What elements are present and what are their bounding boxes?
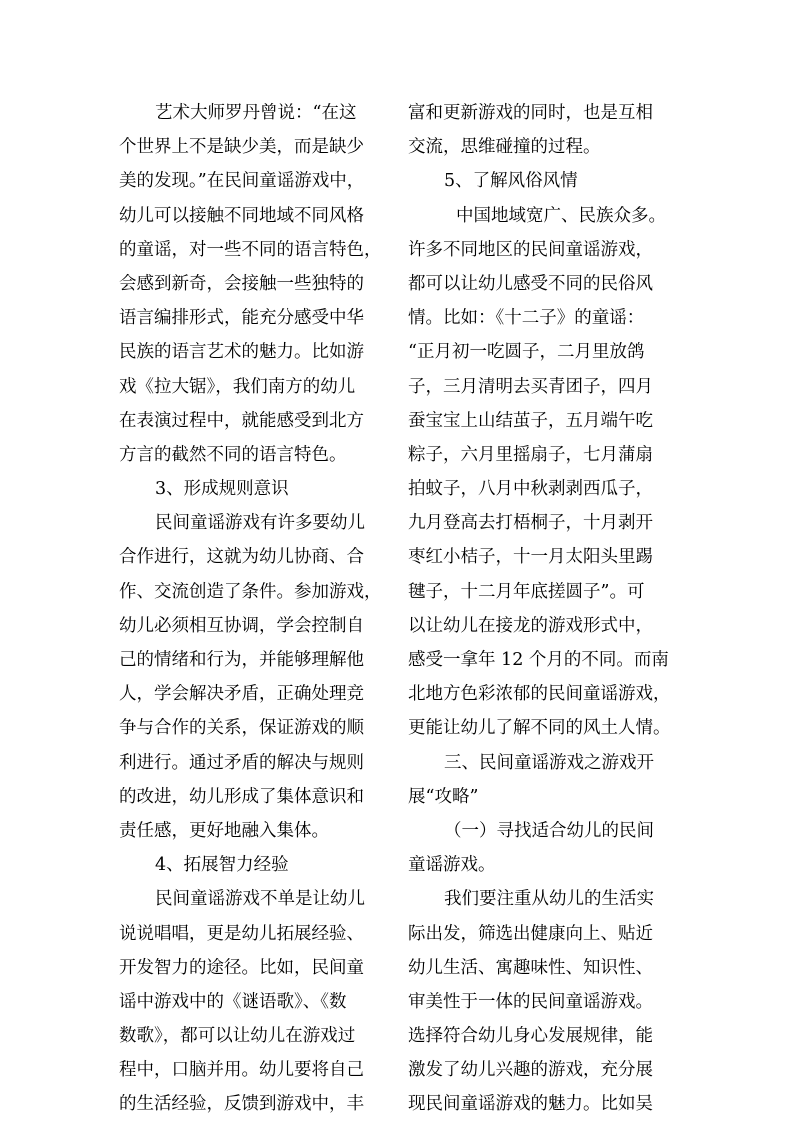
text-line: 美的发现。”在民间童谣游戏中，: [119, 171, 365, 192]
text-line: 三、民间童谣游戏之游戏开: [444, 752, 654, 773]
text-line: 我们要注重从幼儿的生活实: [444, 889, 654, 910]
text-line: 人，学会解决矛盾，正确处理竞: [119, 684, 364, 705]
text-line: 的改进，幼儿形成了集体意识和: [119, 786, 364, 807]
text-line: 选择符合幼儿身心发展规律，能: [408, 1026, 653, 1047]
text-line: 拍蚊子，八月中秋剥剥西瓜子，: [408, 479, 653, 500]
text-line: （一）寻找适合幼儿的民间: [444, 820, 654, 841]
text-line: 富和更新游戏的同时，也是互相: [408, 103, 653, 123]
text-line: 的生活经验，反馈到游戏中，丰: [119, 1094, 364, 1115]
text-line: 会感到新奇，会接触一些独特的: [119, 273, 364, 294]
text-line: 毽子，十二月年底搓圆子”。可: [408, 581, 645, 602]
text-line: 民间童谣游戏不单是让幼儿: [155, 889, 365, 910]
text-line: 戏《拉大锯》，我们南方的幼儿: [119, 376, 356, 397]
text-line: 枣红小桔子，十一月太阳头里踢: [408, 547, 653, 568]
text-line: 4、拓展智力经验: [155, 855, 289, 876]
text-line: 5、了解风俗风情: [444, 171, 578, 192]
text-line: 语言编排形式，能充分感受中华: [119, 308, 364, 329]
text-line: 更能让幼儿了解不同的风土人情。: [408, 718, 671, 739]
text-line: 程中，口脑并用。幼儿要将自己: [119, 1060, 364, 1081]
text-line: 利进行。通过矛盾的解决与规则: [119, 752, 364, 773]
text-line: 方言的截然不同的语言特色。: [119, 444, 347, 465]
text-line: 现民间童谣游戏的魅力。比如吴: [408, 1094, 653, 1115]
text-line: 蚕宝宝上山结茧子，五月端午吃: [408, 410, 653, 431]
text-line: 幼儿必须相互协调，学会控制自: [119, 615, 364, 636]
text-line: 合作进行，这就为幼儿协商、合: [119, 547, 364, 568]
text-line: 北地方色彩浓郁的民间童谣游戏，: [408, 684, 671, 705]
text-line: 幼儿生活、寓趣味性、知识性、: [408, 957, 653, 978]
text-line: 子，三月清明去买青团子，四月: [408, 376, 653, 397]
text-line: 争与合作的关系，保证游戏的顺: [119, 718, 364, 739]
text-line: 展“攻略”: [408, 786, 479, 807]
text-line: 交流，思维碰撞的过程。: [408, 137, 601, 158]
text-line: 感受一拿年 12 个月的不同。而南: [408, 650, 669, 670]
text-line: 个世界上不是缺少美，而是缺少: [119, 137, 364, 158]
text-line: 以让幼儿在接龙的游戏形式中，: [408, 615, 653, 636]
right-text-column: [408, 96, 680, 1122]
text-line: 幼儿可以接触不同地域不同风格: [119, 205, 364, 226]
text-line: 开发智力的途径。比如，民间童: [119, 957, 364, 978]
text-line: 谣中游戏中的《谜语歌》、《数: [119, 991, 347, 1012]
text-line: 说说唱唱，更是幼儿拓展经验、: [119, 923, 364, 944]
text-line: 审美性于一体的民间童谣游戏。: [408, 991, 653, 1012]
text-line: 九月登高去打梧桐子，十月剥开: [408, 513, 653, 534]
text-line: 际出发，筛选出健康向上、贴近: [408, 923, 653, 944]
text-line: “正月初一吃圆子，二月里放鸽: [408, 342, 645, 363]
text-line: 在表演过程中，就能感受到北方: [119, 410, 364, 431]
text-line: 中国地域宽广、民族众多。: [456, 205, 666, 226]
text-line: 情。比如：《十二子》的童谣：: [408, 308, 645, 329]
text-line: 都可以让幼儿感受不同的民俗风: [408, 273, 653, 294]
text-line: 艺术大师罗丹曾说：“在这: [155, 103, 357, 123]
text-line: 激发了幼儿兴趣的游戏，充分展: [408, 1060, 653, 1081]
text-line: 己的情绪和行为，并能够理解他: [119, 650, 364, 670]
text-line: 的童谣，对一些不同的语言特色，: [119, 239, 382, 260]
text-line: 作、交流创造了条件。参加游戏，: [119, 581, 382, 602]
text-line: 粽子，六月里摇扇子，七月蒲扇: [408, 444, 653, 465]
text-line: 民间童谣游戏有许多要幼儿: [155, 513, 365, 534]
text-line: 责任感，更好地融入集体。: [119, 820, 329, 841]
text-line: 童谣游戏。: [408, 855, 496, 876]
text-line: 数歌》，都可以让幼儿在游戏过: [119, 1026, 356, 1047]
text-line: 民族的语言艺术的魅力。比如游: [119, 342, 364, 363]
left-text-column: [119, 96, 391, 1122]
text-line: 3、形成规则意识: [155, 479, 289, 500]
text-line: 许多不同地区的民间童谣游戏，: [408, 239, 653, 260]
